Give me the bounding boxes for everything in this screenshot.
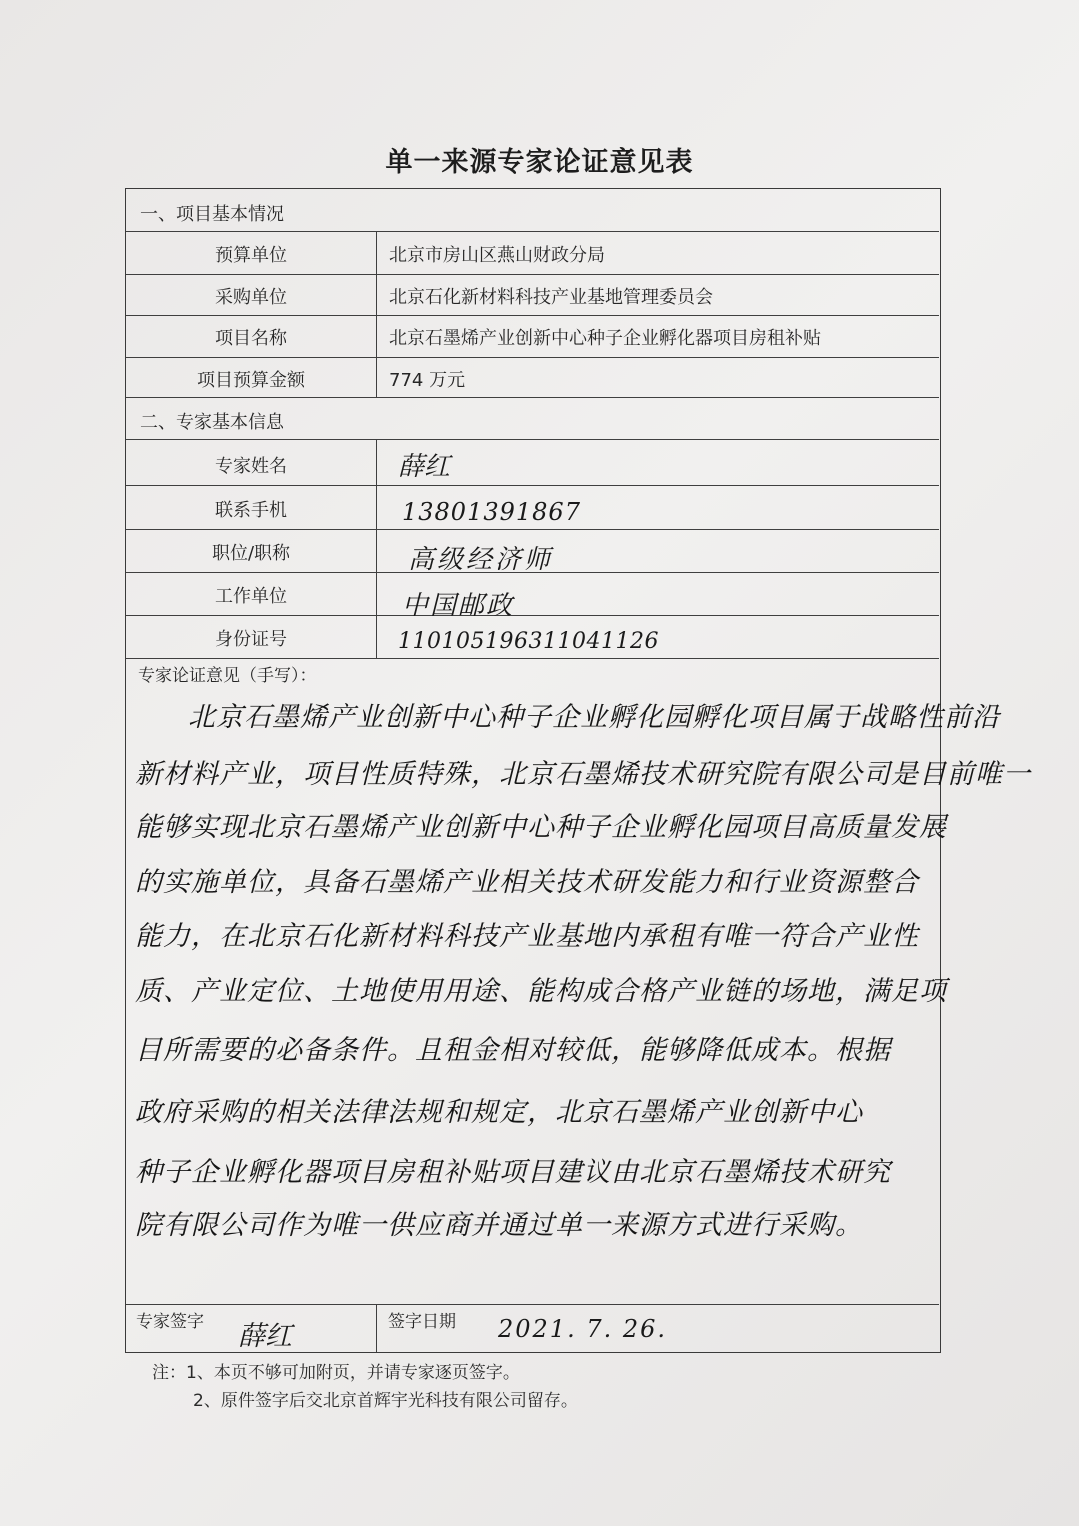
purchasing-unit-label: 采购单位 (215, 287, 287, 308)
opinion-line: 目所需要的必备条件。且租金相对较低，能够降低成本。根据 (135, 1035, 891, 1066)
signature-label: 专家签字 (136, 1312, 204, 1332)
sign-date-handwritten: 2021. 7. 26. (498, 1315, 668, 1343)
budget-unit-value: 北京市房山区燕山财政分局 (389, 245, 605, 266)
row-divider (126, 357, 939, 358)
column-divider (376, 1304, 377, 1352)
project-budget-value: 774 万元 (389, 370, 466, 391)
expert-name-handwritten: 薛红 (398, 452, 451, 482)
footnote: 注：1、本页不够可加附页，并请专家逐页签字。 (152, 1363, 520, 1383)
row-divider (126, 1304, 939, 1305)
project-name-value: 北京石墨烯产业创新中心种子企业孵化器项目房租补贴 (389, 328, 821, 349)
opinion-line: 能力，在北京石化新材料科技产业基地内承租有唯一符合产业性 (135, 921, 919, 952)
opinion-line: 北京石墨烯产业创新中心种子企业孵化园孵化项目属于战略性前沿 (188, 702, 1000, 733)
footnote: 2、原件签字后交北京首辉宇光科技有限公司留存。 (193, 1391, 578, 1411)
row-divider (126, 615, 939, 616)
row-divider (126, 485, 939, 486)
opinion-line: 质、产业定位、土地使用用途、能构成合格产业链的场地，满足项 (135, 976, 947, 1007)
purchasing-unit-value: 北京石化新材料科技产业基地管理委员会 (389, 287, 713, 308)
project-name-label: 项目名称 (215, 328, 287, 349)
row-divider (126, 274, 939, 275)
budget-unit-label: 预算单位 (215, 245, 287, 266)
section-header: 二、专家基本信息 (140, 412, 284, 433)
opinion-line: 新材料产业，项目性质特殊，北京石墨烯技术研究院有限公司是目前唯一 (135, 759, 1031, 790)
position-label: 职位/职称 (211, 543, 291, 564)
opinion-line: 的实施单位，具备石墨烯产业相关技术研发能力和行业资源整合 (135, 867, 919, 898)
row-divider (126, 529, 939, 530)
row-divider (126, 315, 939, 316)
row-divider (126, 439, 939, 440)
id-number-handwritten: 110105196311041126 (398, 629, 659, 654)
opinion-line: 政府采购的相关法律法规和规定，北京石墨烯产业创新中心 (135, 1097, 863, 1128)
row-divider (126, 397, 939, 398)
column-divider (376, 315, 377, 397)
sign-date-label: 签字日期 (388, 1312, 456, 1332)
signature-handwritten: 薛红 (238, 1321, 292, 1352)
section-header: 一、项目基本情况 (140, 204, 284, 225)
column-divider (376, 274, 377, 315)
employer-handwritten: 中国邮政 (402, 591, 515, 621)
id-number-label: 身份证号 (215, 629, 287, 650)
project-budget-label: 项目预算金额 (197, 370, 305, 391)
phone-label: 联系手机 (215, 500, 287, 521)
opinion-line: 种子企业孵化器项目房租补贴项目建议由北京石墨烯技术研究 (135, 1157, 891, 1188)
row-divider (126, 231, 939, 232)
page-title: 单一来源专家论证意见表 (385, 147, 694, 178)
phone-handwritten: 13801391867 (402, 498, 581, 526)
opinion-line: 院有限公司作为唯一供应商并通过单一来源方式进行采购。 (135, 1210, 863, 1241)
employer-label: 工作单位 (215, 586, 287, 607)
position-handwritten: 高级经济师 (408, 545, 554, 575)
expert-name-label: 专家姓名 (215, 456, 287, 477)
column-divider (376, 439, 377, 658)
opinion-label: 专家论证意见（手写）： (138, 666, 317, 686)
row-divider (126, 658, 939, 659)
opinion-line: 能够实现北京石墨烯产业创新中心种子企业孵化园项目高质量发展 (135, 812, 947, 843)
